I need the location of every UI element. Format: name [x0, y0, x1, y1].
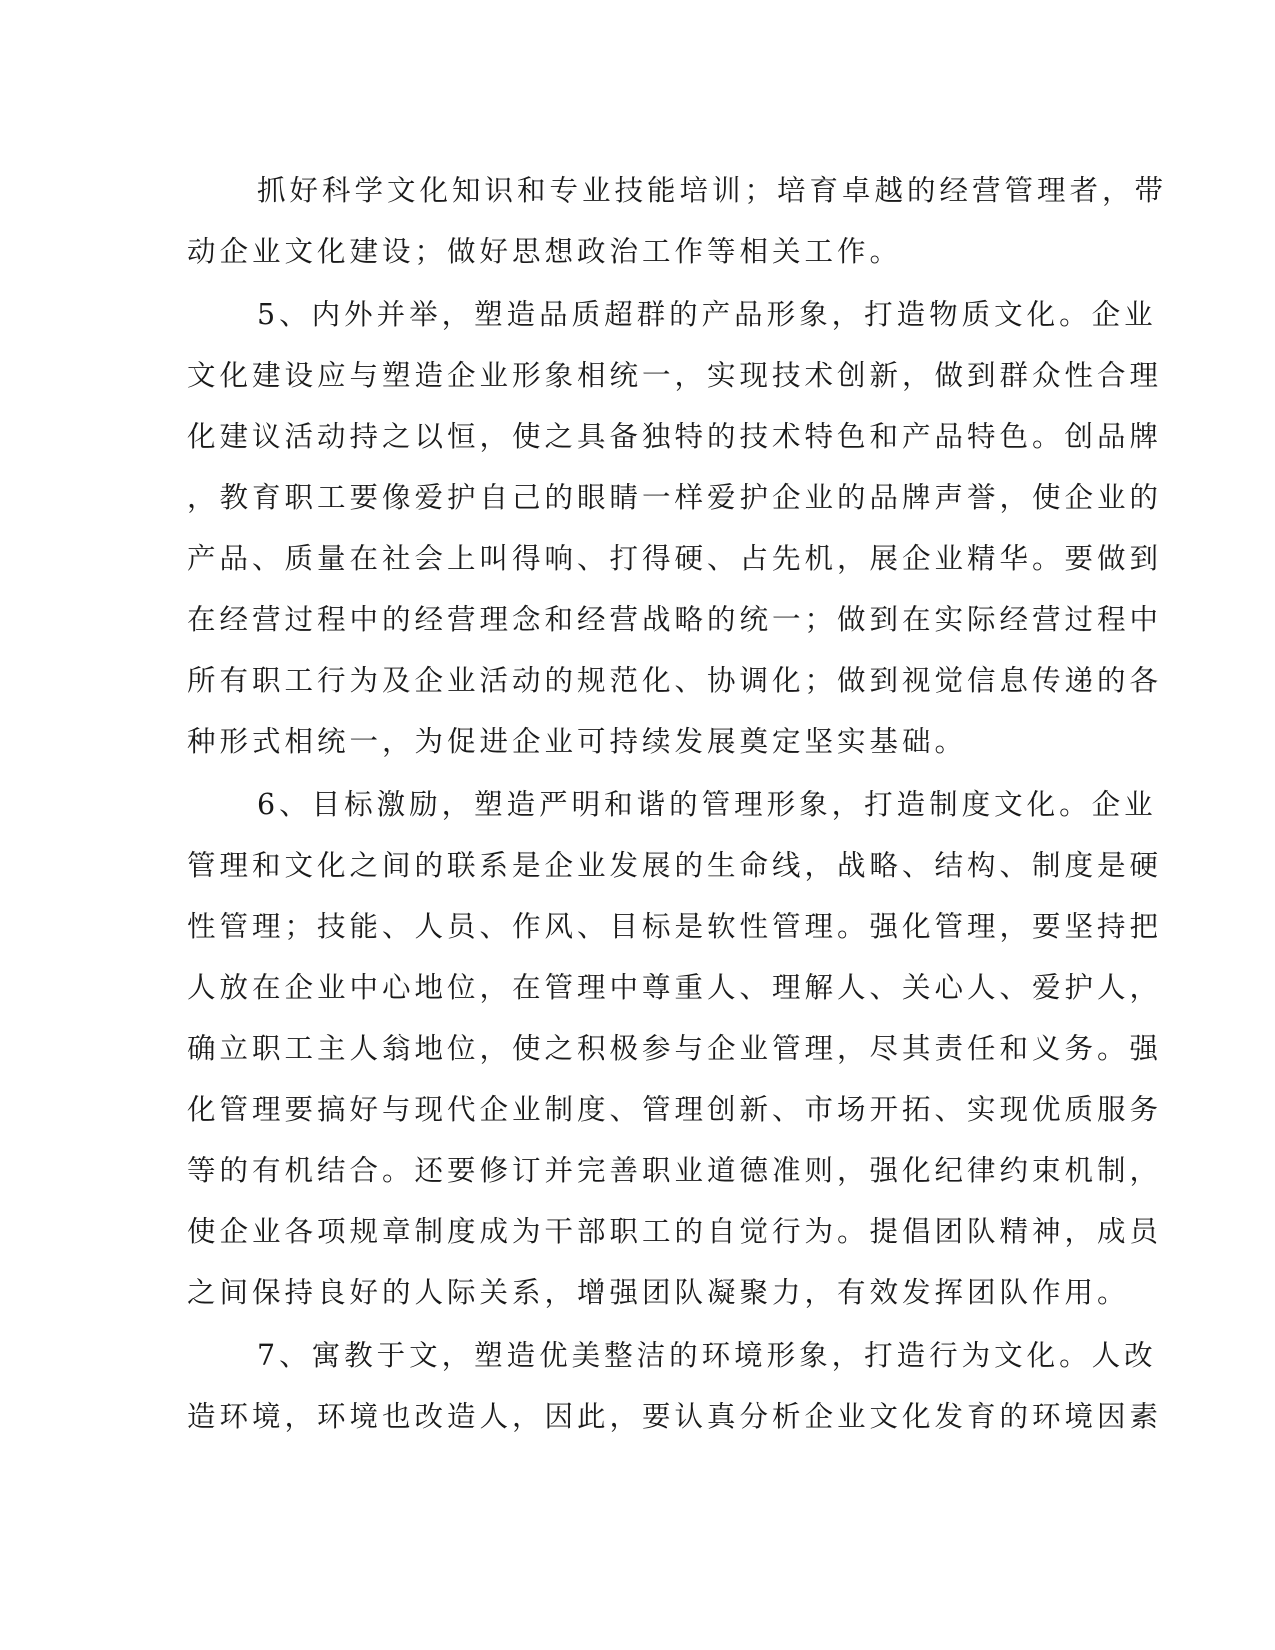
text-line: 人放在企业中心地位，在管理中尊重人、理解人、关心人、爱护人， [187, 971, 1163, 1004]
text-line: 确立职工主人翁地位，使之积极参与企业管理，尽其责任和义务。强 [187, 1032, 1163, 1065]
text-line: 造环境，环境也改造人，因此，要认真分析企业文化发育的环境因素 [187, 1400, 1163, 1433]
text-line: 性管理；技能、人员、作风、目标是软性管理。强化管理，要坚持把 [187, 910, 1163, 943]
paragraph-item-5 [187, 284, 1163, 772]
text-line: 5、内外并举，塑造品质超群的产品形象，打造物质文化。企业 [257, 298, 1157, 331]
text-line: 6、目标激励，塑造严明和谐的管理形象，打造制度文化。企业 [257, 788, 1157, 821]
paragraph-continuation [187, 160, 1168, 282]
text-line: 抓好科学文化知识和专业技能培训；培育卓越的经营管理者，带 [257, 174, 1168, 207]
document-body [187, 160, 1168, 1449]
text-line: 化建议活动持之以恒，使之具备独特的技术特色和产品特色。创品牌 [187, 420, 1163, 453]
text-line: 所有职工行为及企业活动的规范化、协调化；做到视觉信息传递的各 [187, 664, 1163, 697]
text-line: 文化建设应与塑造企业形象相统一，实现技术创新，做到群众性合理 [187, 359, 1163, 392]
text-line: 化管理要搞好与现代企业制度、管理创新、市场开拓、实现优质服务 [187, 1093, 1163, 1126]
text-line: 等的有机结合。还要修订并完善职业道德准则，强化纪律约束机制， [187, 1154, 1163, 1187]
text-line: 动企业文化建设；做好思想政治工作等相关工作。 [187, 235, 903, 268]
text-line: 在经营过程中的经营理念和经营战略的统一；做到在实际经营过程中 [187, 603, 1163, 636]
text-line: 种形式相统一，为促进企业可持续发展奠定坚实基础。 [187, 725, 968, 758]
paragraph-item-7 [187, 1325, 1163, 1447]
text-line: 管理和文化之间的联系是企业发展的生命线，战略、结构、制度是硬 [187, 849, 1163, 882]
text-line: 产品、质量在社会上叫得响、打得硬、占先机，展企业精华。要做到 [187, 542, 1163, 575]
text-line: 7、寓教于文，塑造优美整洁的环境形象，打造行为文化。人改 [257, 1339, 1157, 1372]
text-line: 之间保持良好的人际关系，增强团队凝聚力，有效发挥团队作用。 [187, 1276, 1130, 1309]
text-line: ，教育职工要像爱护自己的眼睛一样爱护企业的品牌声誉，使企业的 [187, 481, 1163, 514]
paragraph-item-6 [187, 774, 1163, 1323]
text-line: 使企业各项规章制度成为干部职工的自觉行为。提倡团队精神，成员 [187, 1215, 1163, 1248]
